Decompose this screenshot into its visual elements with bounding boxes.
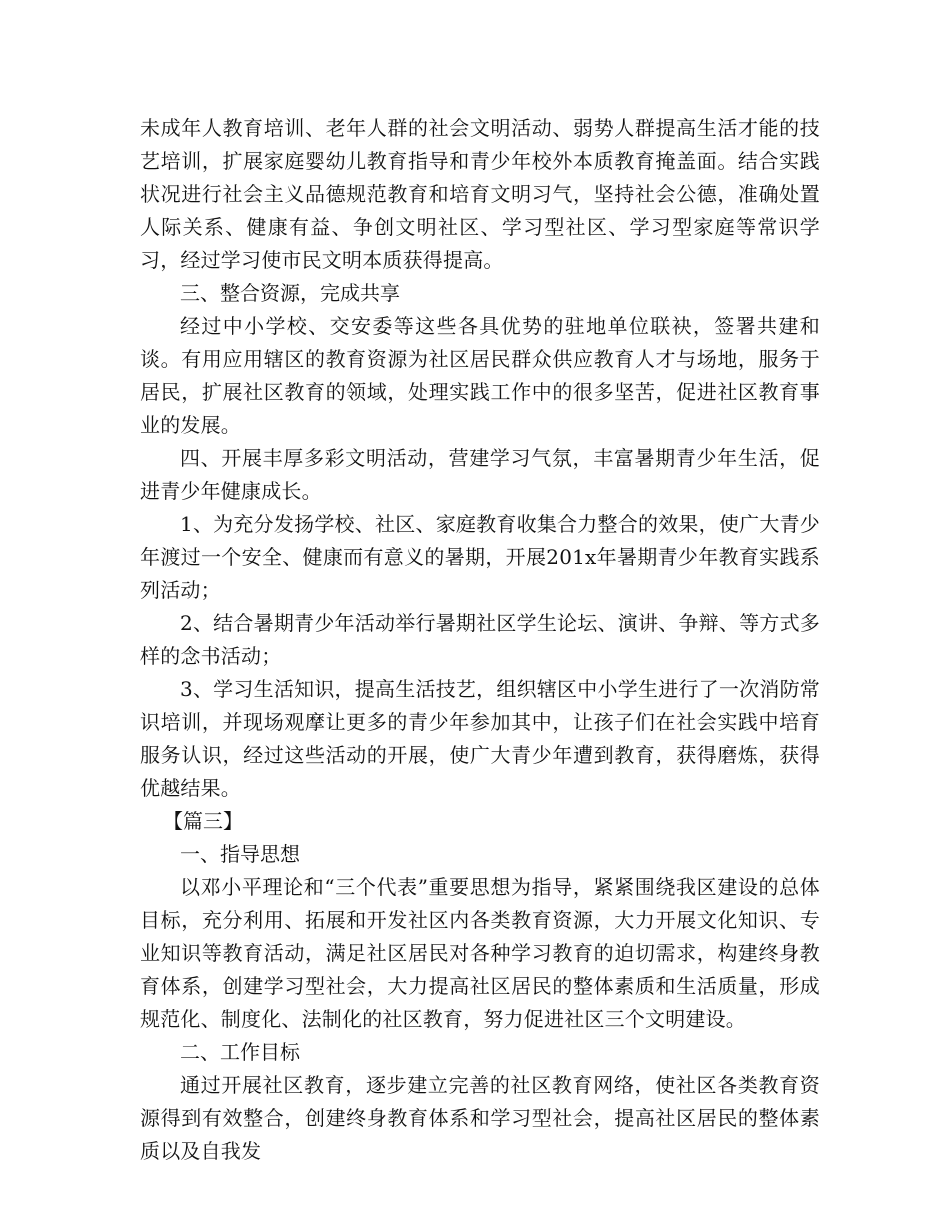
paragraph: 通过开展社区教育，逐步建立完善的社区教育网络，使社区各类教育资源得到有效整合，创建终身教育体系和学习型社会，提高社区居民的整体素质以及自我发 <box>140 1073 820 1163</box>
list-item-2: 2、结合暑期青少年活动举行暑期社区学生论坛、演讲、争辩、等方式多样的念书活动； <box>140 611 820 668</box>
list-item-3: 3、学习生活知识，提高生活技艺，组织辖区中小学生进行了一次消防常识培训，并现场观摩让更多的青少年参加其中，让孩子们在社会实践中培育服务认识，经过这些活动的开展，使广大青少年遭到教育，获得磨炼，获得优越结果。 <box>140 677 820 800</box>
section-heading-guiding-ideology: 一、指导思想 <box>180 842 300 866</box>
document-body <box>140 112 820 1168</box>
list-item-1: 1、为充分发扬学校、社区、家庭教育收集合力整合的效果，使广大青少年渡过一个安全、健康而有意义的暑期，开展201x年暑期青少年教育实践系列活动； <box>140 512 820 602</box>
section-heading-work-goals: 二、工作目标 <box>180 1040 300 1064</box>
part-marker: 【篇三】 <box>163 809 243 833</box>
section-heading-4-paragraph: 四、开展丰厚多彩文明活动，营建学习气氛，丰富暑期青少年生活，促进青少年健康成长。 <box>140 446 820 503</box>
section-heading-3: 三、整合资源，完成共享 <box>180 281 400 305</box>
paragraph: 经过中小学校、交安委等这些各具优势的驻地单位联袂，签署共建和谈。有用应用辖区的教育资源为社区居民群众供应教育人才与场地，服务于居民，扩展社区教育的领域，处理实践工作中的很多坚苦，促进社区教育事业的发展。 <box>140 314 820 437</box>
paragraph-continued: 未成年人教育培训、老年人群的社会文明活动、弱势人群提高生活才能的技艺培训，扩展家庭婴幼儿教育指导和青少年校外本质教育掩盖面。结合实践状况进行社会主义品德规范教育和培育文明习气，坚持社会公德，准确处置人际关系、健康有益、争创文明社区、学习型社区、学习型家庭等常识学习，经过学习使市民文明本质获得提高。 <box>140 116 820 272</box>
paragraph: 以邓小平理论和“三个代表”重要思想为指导，紧紧围绕我区建设的总体目标，充分利用、拓展和开发社区内各类教育资源，大力开展文化知识、专业知识等教育活动，满足社区居民对各种学习教育的迫切需求，构建终身教育体系，创建学习型社会，大力提高社区居民的整体素质和生活质量，形成规范化、制度化、法制化的社区教育，努力促进社区三个文明建设。 <box>140 875 820 1031</box>
